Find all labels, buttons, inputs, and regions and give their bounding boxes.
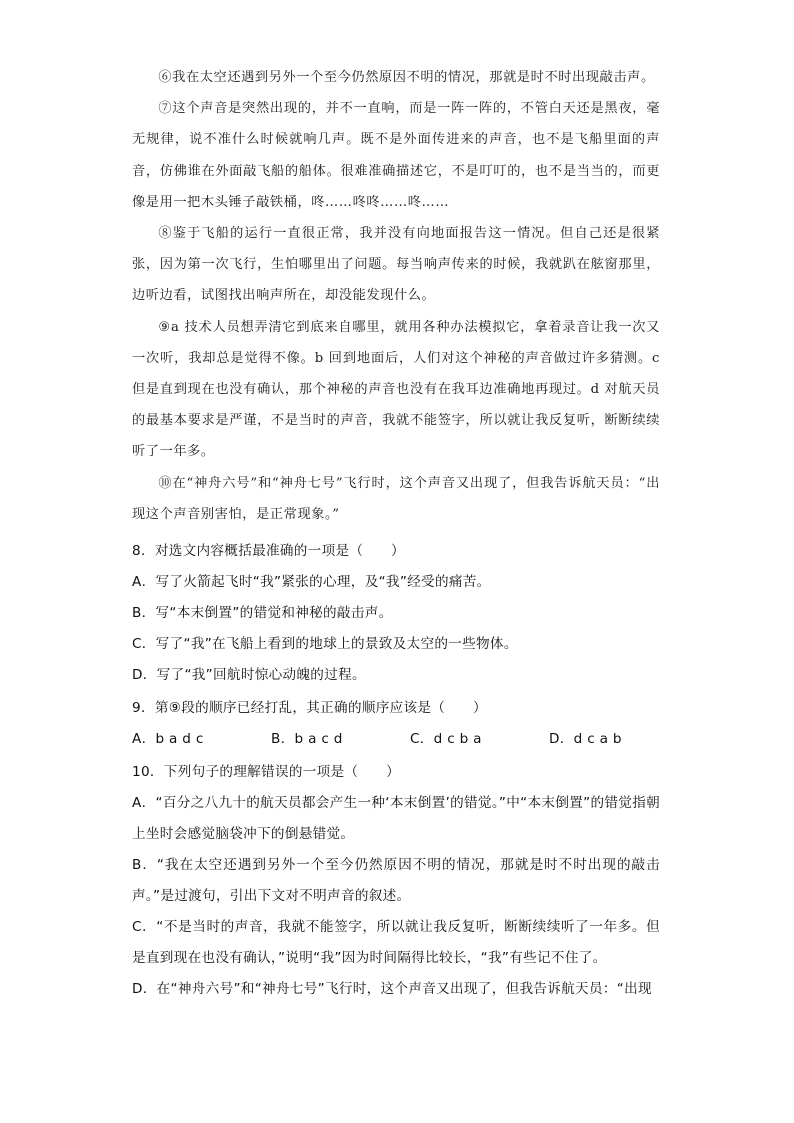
question-9-stem: 9．第⑨段的顺序已经打乱，其正确的顺序应该是（ ） [132, 700, 487, 717]
question-8-option-a: A．写了火箭起飞时“我”紧张的心理，及“我”经受的痛苦。 [132, 574, 491, 591]
question-9-option-d: D．d c a b [549, 731, 622, 748]
paragraph-7: ⑦这个声音是突然出现的，并不一直响，而是一阵一阵的，不管白天还是黑夜，毫无规律，说不准什么时候就响几声。既不是外面传进来的声音，也不是飞船里面的声音，仿佛谁在外面敲飞船的船体。很难准确描述它，不是叮叮的，也不是当当的，而更像是用一把木头锤子敲铁桶，咚……咚咚……咚…… [132, 101, 660, 210]
question-10-option-c: C．“不是当时的声音，我就不能签字，所以就让我反复听，断断续续听了一年多。但是直到现在也没有确认，”说明“我”因为时间隔得比较长，“我”有些记不住了。 [132, 919, 660, 967]
question-list [132, 536, 660, 1005]
question-10 [132, 757, 660, 1005]
question-9-option-b: B．b a c d [271, 731, 343, 748]
question-8-option-b: B．写“本末倒置”的错觉和神秘的敲击声。 [132, 605, 393, 622]
question-8-option-c: C．写了“我”在飞船上看到的地球上的景致及太空的一些物体。 [132, 636, 518, 653]
paragraph-10: ⑩在“神舟六号”和“神舟七号”飞行时，这个声音又出现了，但我告诉航天员：“出现这个声音别害怕，是正常现象。” [132, 475, 660, 522]
question-10-option-b: B．“我在太空还遇到另外一个至今仍然原因不明的情况，那就是时不时出现的敲击声。”是过渡句，引出下文对不明声音的叙述。 [132, 857, 660, 905]
paragraph-6: ⑥我在太空还遇到另外一个至今仍然原因不明的情况，那就是时不时出现敲击声。 [158, 70, 655, 85]
question-10-stem: 10．下列句子的理解错误的一项是（ ） [132, 764, 400, 781]
question-8-stem: 8．对选文内容概括最准确的一项是（ ） [132, 543, 405, 560]
question-10-option-a: A．“百分之八九十的航天员都会产生一种‘本末倒置’的错觉。”中“本末倒置”的错觉指朝上坐时会感觉脑袋冲下的倒悬错觉。 [132, 795, 660, 843]
page-content [132, 62, 660, 1005]
question-10-option-d: D．在“神舟六号”和“神舟七号”飞行时，这个声音又出现了，但我告诉航天员：“出现 [132, 981, 652, 998]
paragraph-9: ⑨a 技术人员想弄清它到底来自哪里，就用各种办法模拟它，拿着录音让我一次又一次听，我却总是觉得不像。b 回到地面后，人们对这个神秘的声音做过许多猜测。c 但是直到现在也没有确认，那个神秘的声音也没有在我耳边准确地再现过。d 对航天员的最基本要求是严谨，不是当时的声音，我就不能签字，所以就让我反复听，断断续续听了一年多。 [132, 319, 660, 460]
question-9-options [132, 724, 660, 755]
paragraph-8: ⑧鉴于飞船的运行一直很正常，我并没有向地面报告这一情况。但自己还是很紧张，因为第一次飞行，生怕哪里出了问题。每当响声传来的时候，我就趴在舷窗那里，边听边看，试图找出响声所在，却没能发现什么。 [132, 226, 660, 304]
question-9 [132, 693, 660, 755]
question-9-option-a: A．b a d c [132, 731, 204, 748]
question-8-option-d: D．写了“我”回航时惊心动魄的过程。 [132, 667, 366, 684]
question-8 [132, 536, 660, 691]
reading-passage [132, 62, 660, 530]
question-9-option-c: C．d c b a [410, 731, 482, 748]
